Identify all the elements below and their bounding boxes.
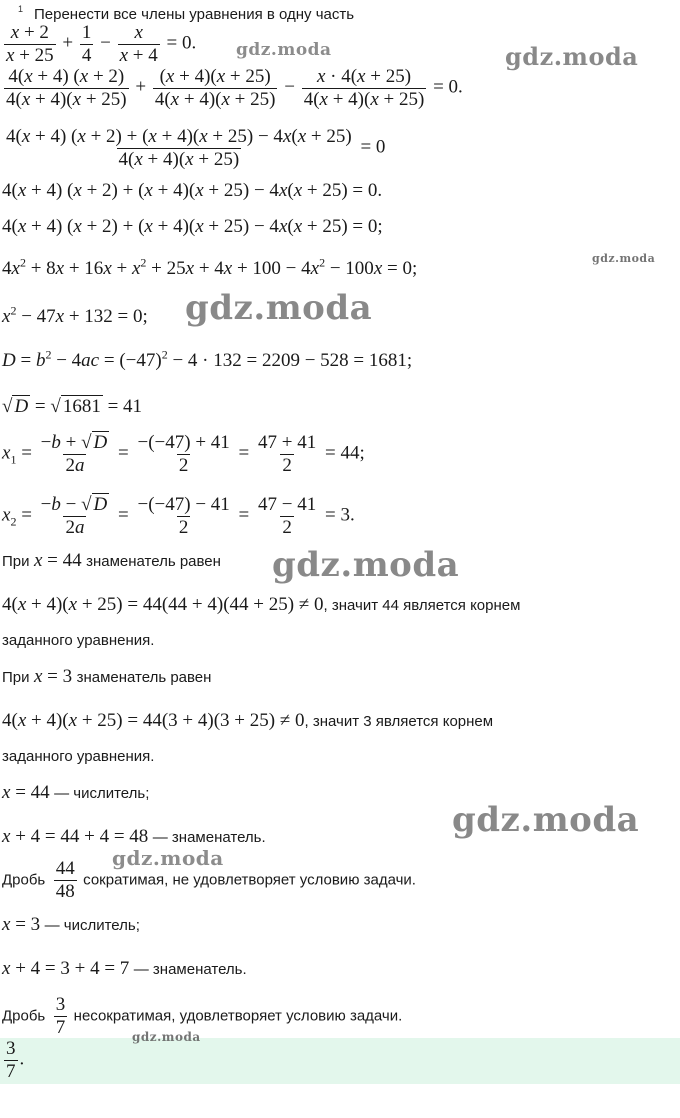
answer-value: $\frac{3}{7}$ . [6, 1038, 25, 1082]
equation-line-6: $4x^2 + 8x + 16x + x^2 + 25x + 4x + 100 - 4x^2 - 100x = 0$; [2, 255, 418, 279]
fraction-44-48-line: Дробь $\frac{44}{48}$ сократимая, не удовлетворяет условию задачи. [2, 858, 416, 902]
watermark: gdz.moda [505, 42, 639, 71]
answer-block [0, 1038, 680, 1084]
fraction-3-7-line: Дробь $\frac{3}{7}$ несократимая, удовлетворяет условию задачи. [2, 994, 403, 1038]
watermark: gdz.moda [452, 800, 640, 840]
watermark: gdz.moda [592, 252, 656, 265]
denominator-7-line: x + 4 = 3 + 4 = 7 — знаменатель. [2, 958, 247, 979]
denominator-48-line: x + 4 = 44 + 4 = 48 — знаменатель. [2, 826, 266, 847]
equation-line-1: $\frac{x + 2}{x + 25}$ + $\frac{1}{4}$ − $\frac{x}{x + 4}$ = 0. [6, 22, 197, 66]
equation-line-7: $x^2 - 47x + 132 = 0$; [2, 303, 148, 327]
check-3-tail: заданного уравнения. [2, 748, 155, 765]
numerator-3-line: x = 3 — числитель; [2, 914, 140, 935]
check-44-intro: При x = 44 знаменатель равен [2, 550, 221, 571]
x1-line: $x_1$ = $\frac{-b + √ D}{2a}$ = $\frac{-(-47) + 41}{2}$ = $\frac{47 + 41}{2}$ = 44; [2, 432, 365, 476]
check-44-tail: заданного уравнения. [2, 632, 155, 649]
discriminant-line: $D = b^2 - 4ac = (-47)^2 - 4 \cdot 132 = 2209 - 528 = 1681$; [2, 347, 413, 371]
watermark: gdz.moda [272, 545, 460, 585]
check-44-equation: 4(x + 4)(x + 25) = 44(44 + 4)(44 + 25) ≠ 0, значит 44 является корнем [2, 594, 521, 615]
sqrt-line: √ D = √ 1681 = 41 [2, 396, 143, 417]
watermark: gdz.moda [132, 1030, 201, 1044]
watermark: gdz.moda [112, 846, 224, 870]
x2-line: $x_2$ = $\frac{-b - √ D}{2a}$ = $\frac{-(-47) - 41}{2}$ = $\frac{47 - 41}{2}$ = 3. [2, 494, 355, 538]
equation-line-2: $\frac{4(x + 4) (x + 2)}{4(x + 4)(x + 25)}$ + $\frac{(x + 4)(x + 25)}{4(x + 4)(x + 25)}$ − $\frac{x \cdot 4(x + 25)}{4(x + 4)(x + 25)}$ = 0. [6, 66, 463, 110]
equation-line-3: $\frac{4(x + 4) (x + 2) + (x + 4)(x + 25) - 4x(x + 25)}{4(x + 4)(x + 25)}$ = 0 [6, 126, 386, 170]
step-header: Перенести все члены уравнения в одну часть [34, 6, 355, 23]
equation-line-5: 4(x + 4) (x + 2) + (x + 4)(x + 25) − 4x(x + 25) = 0; [2, 216, 383, 237]
numerator-44-line: x = 44 — числитель; [2, 782, 150, 803]
watermark: gdz.moda [236, 40, 332, 60]
equation-line-4: 4(x + 4) (x + 2) + (x + 4)(x + 25) − 4x(x + 25) = 0. [2, 180, 383, 201]
check-3-intro: При x = 3 знаменатель равен [2, 666, 212, 687]
step-number: 1 [18, 4, 24, 14]
watermark: gdz.moda [185, 288, 373, 328]
check-3-equation: 4(x + 4)(x + 25) = 44(3 + 4)(3 + 25) ≠ 0, значит 3 является корнем [2, 710, 494, 731]
